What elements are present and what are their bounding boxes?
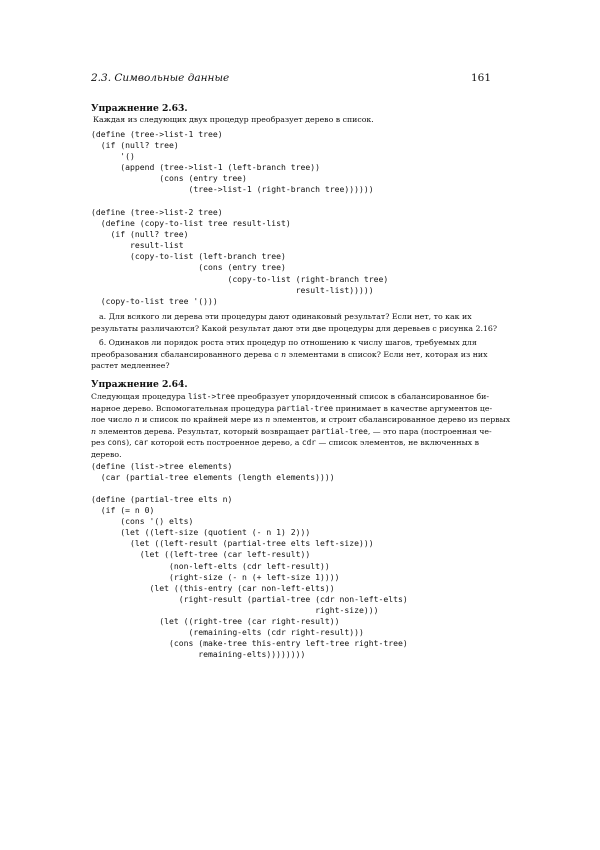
code-line: (if (null? tree) [91, 140, 179, 151]
code-line: (let ((left-tree (car left-result)) [91, 549, 311, 560]
code-line: (tree->list-1 (right-branch tree)))))) [91, 184, 374, 195]
running-header [91, 72, 491, 90]
section-title: 2.3. Символьные данные [91, 72, 230, 84]
code-line: (define (tree->list-1 tree) [91, 129, 223, 139]
code-line: (right-size (- n (+ left-size 1)))) [91, 571, 340, 582]
code-line: (cons (entry tree) [91, 173, 247, 184]
code-line: (define (partial-tree elts n) [91, 494, 233, 504]
code-line: remaining-elts)))))))) [91, 649, 306, 660]
code-line: (let ((left-result (partial-tree elts left-size))) [91, 538, 374, 549]
code-tree-to-list-1 [91, 129, 374, 196]
code-line: (let ((this-entry (car non-left-elts)) [91, 582, 335, 593]
exercise-2-64-title: Упражнение 2.64. [91, 379, 188, 390]
code-line: (right-result (partial-tree (cdr non-left-elts) [91, 593, 408, 604]
code-line: (copy-to-list tree '())) [91, 295, 218, 306]
exercise-2-63-part-b: б. Одинаков ли порядок роста этих процедур по отношению к числу шагов, требуемых для преобразования сбалансированного дерева с n элементами в список? Если нет, которая из них растет медленнее? [91, 338, 488, 371]
code-line: (define (tree->list-2 tree) [91, 207, 223, 217]
code-line: (cons (entry tree) [91, 262, 286, 273]
code-line: (cons '() elts) [91, 516, 194, 527]
code-line: result-list [91, 240, 184, 251]
code-list-to-tree [91, 461, 335, 483]
code-partial-tree [91, 494, 408, 660]
code-line: (if (= n 0) [91, 505, 155, 516]
code-line: (remaining-elts (cdr right-result))) [91, 627, 364, 638]
code-line: (let ((right-tree (car right-result)) [91, 616, 340, 627]
exercise-2-64-text: Следующая процедура list->tree преобразует упорядоченный список в сбалансированное би- нарное дерево. Вспомогательная процедура partial-tree принимает в качестве аргументов це- лое число n и список по крайней мере из n элементов, и строит сбалансированное дерево из первых n элементов дерева. Результат, который возвращает partial-tree, — это пара (построенная че- рез cons), car которой есть построенное дерево, а cdr — список элементов, не включенных в дерево. [91, 392, 511, 459]
code-line: result-list))))) [91, 284, 374, 295]
code-tree-to-list-2 [91, 207, 388, 307]
code-line: (copy-to-list (right-branch tree) [91, 273, 389, 284]
code-line: (car (partial-tree elements (length elements)))) [91, 472, 335, 483]
exercise-2-63-intro: Каждая из следующих двух процедур преобразует дерево в список. [93, 115, 374, 124]
page-number: 161 [470, 72, 491, 84]
code-line: (non-left-elts (cdr left-result)) [91, 560, 330, 571]
exercise-2-63-title: Упражнение 2.63. [91, 103, 188, 114]
book-page [91, 72, 491, 90]
code-line: (if (null? tree) [91, 229, 189, 240]
code-line: (define (list->tree elements) [91, 461, 233, 471]
code-line: (cons (make-tree this-entry left-tree right-tree) [91, 638, 408, 649]
code-line: right-size))) [91, 604, 379, 615]
code-line: (define (copy-to-list tree result-list) [91, 218, 291, 229]
code-line: (copy-to-list (left-branch tree) [91, 251, 286, 262]
exercise-2-63-part-a: а. Для всякого ли дерева эти процедуры дают одинаковый результат? Если нет, то как их результаты различаются? Какой результат дают эти две процедуры для деревьев с рисунка 2.16? [91, 312, 498, 333]
code-line: (append (tree->list-1 (left-branch tree)) [91, 162, 321, 173]
code-line: '() [91, 151, 135, 162]
code-line: (let ((left-size (quotient (- n 1) 2))) [91, 527, 311, 538]
